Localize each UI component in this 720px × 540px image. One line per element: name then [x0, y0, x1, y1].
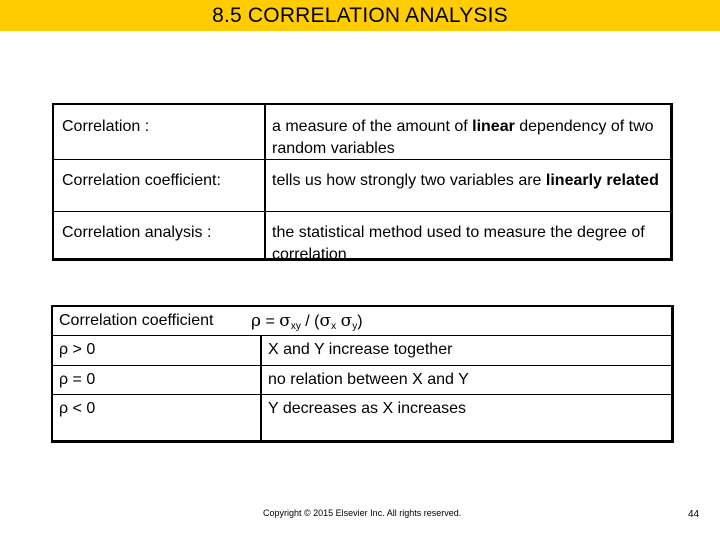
coefficient-row [53, 336, 671, 366]
coefficient-condition: ρ < 0 [59, 400, 96, 417]
coefficient-condition: ρ > 0 [59, 341, 96, 358]
coefficient-header-row [53, 307, 671, 336]
coefficient-row [53, 366, 671, 395]
coefficient-meaning: no relation between X and Y [268, 371, 469, 388]
coefficient-condition: ρ = 0 [59, 371, 96, 388]
slide-title: 8.5 CORRELATION ANALYSIS [212, 4, 508, 27]
coefficient-label: Correlation coefficient [59, 312, 214, 329]
coefficient-row [53, 395, 671, 440]
copyright-footer: Copyright © 2015 Elsevier Inc. All rights reserved. [263, 508, 462, 518]
definition-term: Correlation analysis : [62, 224, 212, 241]
definitions-table [52, 103, 673, 261]
definition-term: Correlation : [62, 118, 150, 135]
definition-row [54, 105, 670, 160]
coefficient-meaning: X and Y increase together [268, 341, 453, 358]
coefficient-table [51, 305, 674, 443]
definition-description: tells us how strongly two variables are linearly related [272, 172, 659, 189]
definition-description: a measure of the amount of linear dependency of two random variables [272, 118, 654, 157]
definition-row [54, 212, 670, 263]
definition-description: the statistical method used to measure the degree of correlation [272, 224, 645, 263]
definition-term: Correlation coefficient: [62, 172, 221, 189]
page-number: 44 [688, 509, 700, 520]
definition-row [54, 160, 670, 212]
coefficient-formula: $\rho = \sigma_{xy} / (\sigma_x$ $\sigma_y$) [251, 311, 363, 332]
coefficient-meaning: Y decreases as X increases [268, 400, 467, 417]
slide-title-bar [0, 0, 720, 31]
